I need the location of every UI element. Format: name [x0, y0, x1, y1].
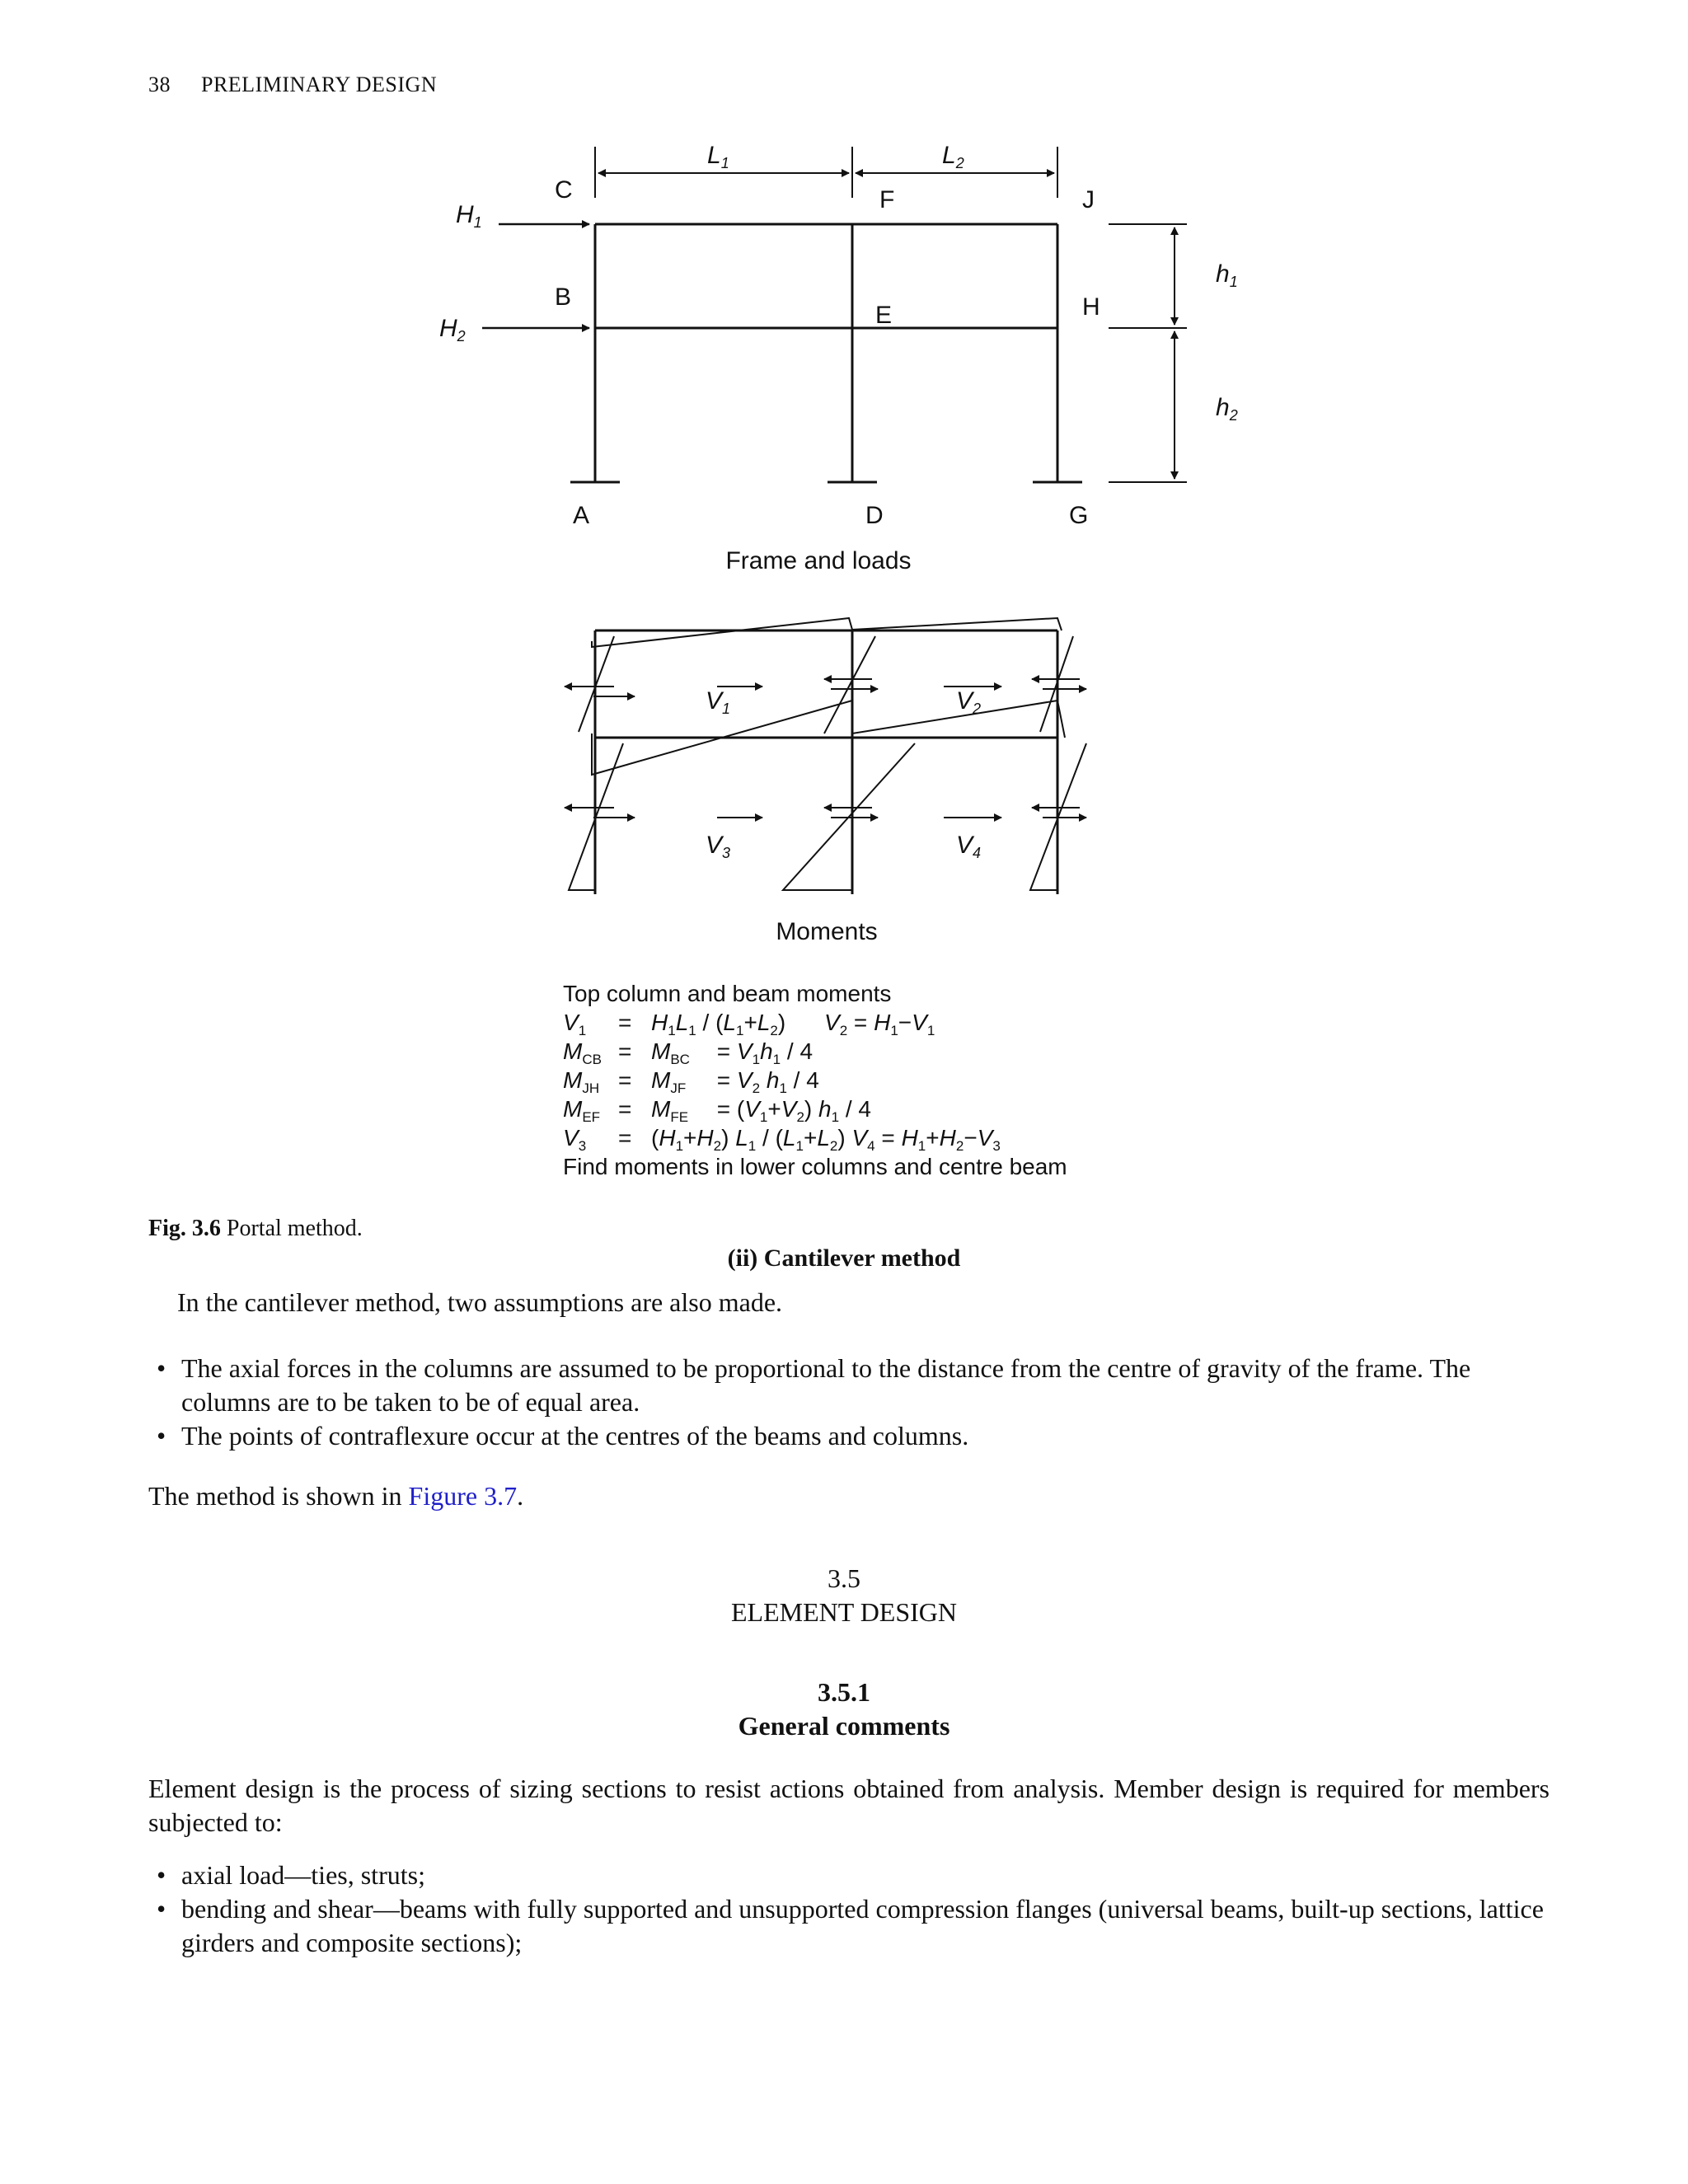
- intro-paragraph: In the cantilever method, two assumptions are also made.: [177, 1287, 783, 1317]
- dim-h2-label: $h_2$: [1216, 394, 1238, 424]
- figure-caption: [148, 1216, 363, 1242]
- figure-caption-label: Fig. 3.6: [148, 1216, 221, 1241]
- running-title: PRELIMINARY DESIGN: [201, 73, 438, 96]
- moment-top-beam: [592, 618, 1062, 647]
- node-f: F: [879, 186, 895, 213]
- frame-diagram: [570, 224, 1082, 482]
- page-number: 38: [148, 73, 171, 96]
- node-g: G: [1069, 502, 1089, 529]
- dim-l1-label: $L_1$: [707, 142, 729, 171]
- cantilever-heading: (ii) Cantilever method: [727, 1244, 961, 1272]
- list-item: • The axial forces in the columns are assumed to be proportional to the distance from the centre of gravity of the frame. The columns are to be taken to be of equal area.: [157, 1353, 1471, 1417]
- figure-caption-text: Portal method.: [220, 1216, 363, 1241]
- subsection-number: 3.5.1: [818, 1677, 870, 1707]
- moment-diagram-lines: [569, 618, 1086, 890]
- dim-l2-label: $L_2$: [942, 142, 964, 171]
- load-arrows: [482, 224, 589, 328]
- label-v3: $V_3$: [706, 832, 731, 861]
- moment-labels: [706, 687, 981, 945]
- member-types-list: [148, 1858, 1550, 1960]
- load-h1-label: $H_1$: [456, 201, 482, 231]
- node-h: H: [1082, 293, 1100, 321]
- formula-last-line: Find moments in lower columns and centre beam: [563, 1154, 1067, 1179]
- moments-frame: [595, 630, 1057, 894]
- portal-method-figure: [0, 132, 1688, 1212]
- formula-mjh: $M_{JH} = M_{JF} = V_2$ $h_1 / 4$: [563, 1067, 819, 1096]
- node-b: B: [555, 284, 572, 311]
- subsection-title: General comments: [738, 1711, 950, 1741]
- moments-title: Moments: [776, 918, 878, 945]
- formula-mcb: $M_{CB} = M_{BC} = V_1h_1 / 4$: [563, 1038, 814, 1067]
- node-c: C: [555, 176, 573, 204]
- frame-title: Frame and loads: [725, 547, 912, 574]
- assumptions-list: [148, 1352, 1550, 1453]
- node-d: D: [865, 502, 884, 529]
- formula-title: Top column and beam moments: [563, 981, 892, 1006]
- formula-v1: $V_1 = H_1L_1 / (L_1+L_2) V_2 = H_1-V_1$: [563, 1010, 935, 1038]
- load-h2-label: $H_2$: [439, 315, 466, 344]
- formula-mef: $M_{EF} = M_{FE} = (V_1+V_2)$ $h_1 / 4$: [563, 1096, 871, 1125]
- node-j: J: [1082, 186, 1095, 213]
- method-paragraph: The method is shown in Figure 3.7.: [148, 1481, 524, 1511]
- node-a: A: [573, 502, 590, 529]
- section-title: ELEMENT DESIGN: [730, 1597, 958, 1627]
- dim-h1-label: $h_1$: [1216, 260, 1238, 290]
- list-item: • The points of contraflexure occur at the centres of the beams and columns.: [157, 1421, 969, 1451]
- formula-v3: $V_3 = (H_1+H_2)$ $L_1 / (L_1+L_2) V_4 = H_1+H_2-V_3$: [563, 1125, 1001, 1154]
- formula-block: [563, 981, 1067, 1179]
- moment-col-de-top: [824, 636, 875, 733]
- figure-3-7-link[interactable]: Figure 3.7: [408, 1481, 518, 1511]
- label-v4: $V_4$: [956, 832, 982, 861]
- node-e: E: [875, 302, 893, 329]
- label-v2: $V_2$: [956, 687, 982, 717]
- element-design-paragraph: Element design is the process of sizing sections to resist actions obtained from analysis. Member design is required for members subjected to:: [148, 1774, 1550, 1837]
- shear-arrows: [565, 679, 1086, 818]
- list-item: • axial load—ties, struts;: [157, 1860, 425, 1890]
- list-item: • bending and shear—beams with fully supported and unsupported compression flanges (universal beams, built-up sections, lattice girders and composite sections);: [157, 1894, 1544, 1957]
- running-header: [148, 73, 437, 97]
- section-number: 3.5: [828, 1563, 860, 1593]
- frame-labels: [439, 142, 1238, 574]
- label-v1: $V_1$: [706, 687, 731, 717]
